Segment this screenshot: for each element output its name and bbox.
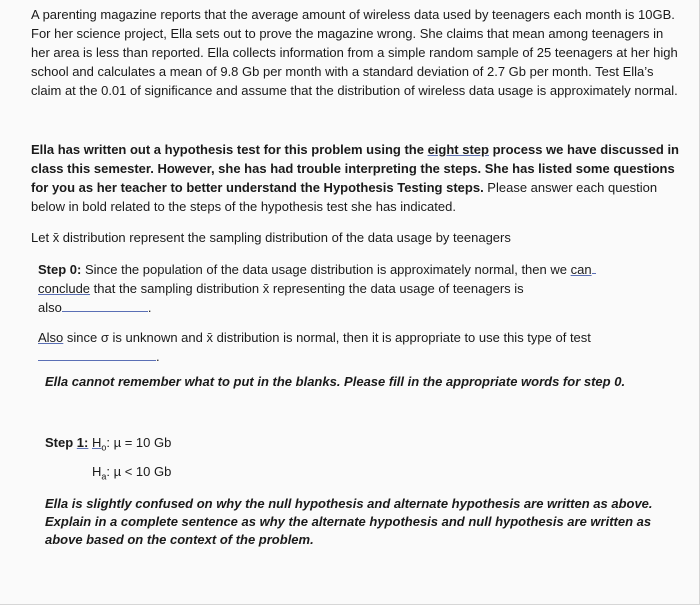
step0b-period: . xyxy=(156,349,160,364)
step0-text-2: that the sampling distribution xyxy=(90,281,263,296)
let-prefix: Let xyxy=(31,230,53,245)
step0-can-underline xyxy=(592,260,596,274)
step0-also: also xyxy=(38,300,62,315)
step0-can: can xyxy=(570,262,592,277)
h0-symbol: $H_o$ xyxy=(91,435,107,453)
instructions-text-2: process we have discussed in class this semester. However, she has had trouble interpreting the steps. She has listed some questions for you as her teacher to better understand the Hypothesis Testing steps. xyxy=(31,142,679,195)
step0-question xyxy=(38,260,678,317)
let-suffix: distribution represent the sampling distribution of the data usage by teenagers xyxy=(59,230,511,245)
step0-prompt: Ella cannot remember what to put in the blanks. Please fill in the appropriate words for step 0. xyxy=(45,374,626,389)
problem-intro: A parenting magazine reports that the average amount of wireless data used by teenagers each month is 10GB. For her science project, Ella sets out to prove the magazine wrong. She claims that mean among teenagers in her area is less than reported. Ella collects information from a simple random sample of 25 teenagers at her high school and calculates a mean of 9.8 Gb per month with a standard deviation of 2.7 Gb per month. Test Ella’s claim at the 0.01 of significance and assume that the distribution of wireless data usage is approximately normal. xyxy=(31,7,678,98)
step1-alt-hypothesis xyxy=(92,462,392,487)
step1-label: Step xyxy=(45,435,77,450)
step0-test-type xyxy=(38,328,678,366)
step0-conclude: conclude xyxy=(38,281,91,296)
instructions-paragraph xyxy=(31,140,681,216)
step1-prompt: Ella is slightly confused on why the null hypothesis and alternate hypothesis are written as above. Explain in a complete sentence as why the alternate hypothesis and null hypothesis are written as above based on the context of the problem. xyxy=(45,496,653,547)
step0-text-3: representing the data usage of teenagers is xyxy=(269,281,524,296)
sigma-symbol: σ xyxy=(100,330,109,345)
step0b-text-1: since xyxy=(63,330,101,345)
step0b-also: Also xyxy=(38,330,64,345)
eight-step-link[interactable]: eight step xyxy=(427,142,489,157)
step0b-text-2: is unknown and xyxy=(108,330,207,345)
step0b-text-3: distribution is normal, then it is appropriate to use this type of test xyxy=(212,330,591,345)
instructions-text-3: Please answer each question below in bold related to the steps of the hypothesis test she has indicated. xyxy=(31,180,658,214)
xbar-symbol: x̄ xyxy=(52,230,60,245)
step0-blank-1[interactable] xyxy=(62,298,148,312)
xbar-symbol: x̄ xyxy=(262,281,270,296)
step0-text-1: Since the population of the data usage distribution is approximately normal, then we xyxy=(81,262,571,277)
xbar-symbol: x̄ xyxy=(206,330,213,345)
h0-statement: : µ = 10 Gb xyxy=(106,435,172,450)
step0-period: . xyxy=(147,300,152,315)
let-statement xyxy=(31,228,681,247)
step0-label: Step 0: xyxy=(38,262,82,277)
ha-statement: : µ < 10 Gb xyxy=(106,464,172,479)
step1-number: 1: xyxy=(76,435,89,450)
step1-null-hypothesis xyxy=(45,433,445,458)
ha-symbol: $H_a$ xyxy=(92,464,107,482)
step0-blank-2[interactable] xyxy=(38,347,156,361)
instructions-text-1: Ella has written out a hypothesis test for this problem using the xyxy=(31,142,428,157)
